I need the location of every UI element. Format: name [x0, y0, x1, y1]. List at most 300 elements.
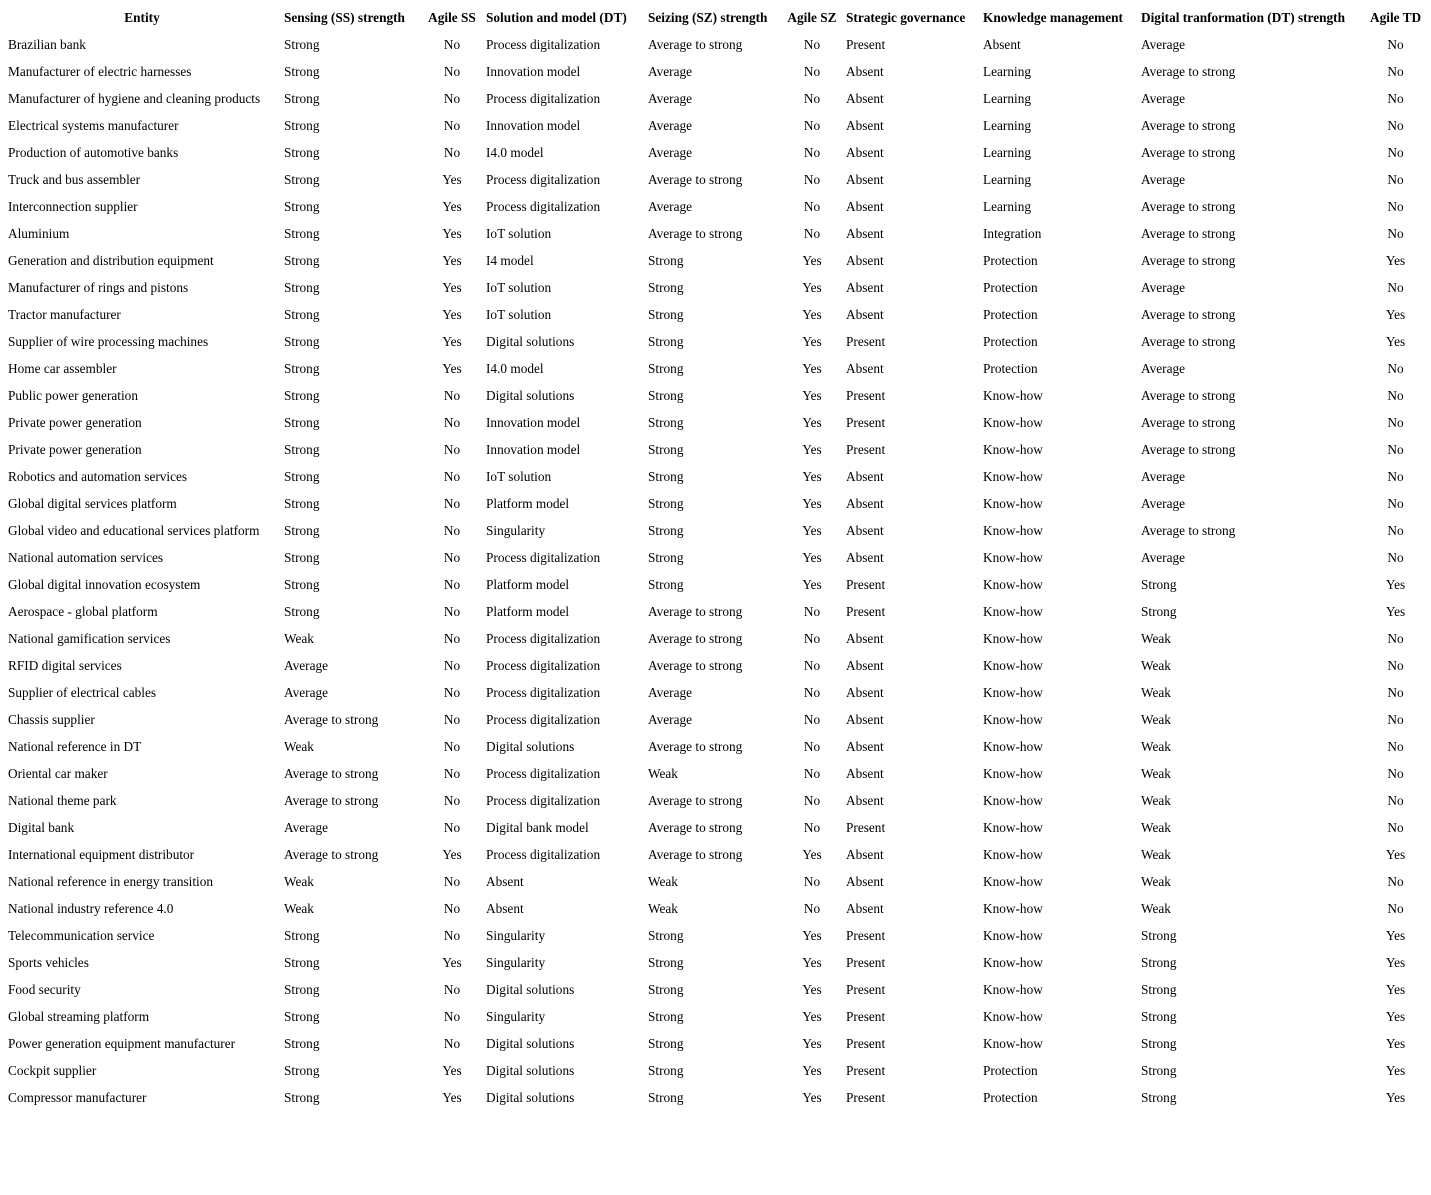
cell-ss-strength: Strong [284, 1008, 320, 1024]
cell-solution-model: Process digitalization [486, 630, 601, 646]
cell-ss-strength: Strong [284, 576, 320, 592]
header-agile-sz: Agile SZ [787, 9, 837, 25]
table-row [4, 625, 1425, 652]
cell-dt-strength: Average to strong [1141, 225, 1236, 241]
cell-entity: Manufacturer of hygiene and cleaning products [8, 90, 261, 106]
cell-strategic-governance: Absent [846, 684, 884, 700]
cell-solution-model: I4.0 model [486, 360, 544, 376]
cell-knowledge-management: Know-how [983, 711, 1043, 727]
cell-entity: Tractor manufacturer [8, 306, 121, 322]
cell-entity: Chassis supplier [8, 711, 95, 727]
cell-agile-ss: No [443, 873, 461, 889]
cell-sz-strength: Strong [648, 468, 684, 484]
cell-sz-strength: Average [648, 711, 693, 727]
cell-agile-ss: Yes [442, 360, 462, 376]
cell-dt-strength: Strong [1141, 603, 1177, 619]
cell-agile-td: No [1387, 495, 1404, 511]
cell-agile-sz: Yes [802, 441, 822, 457]
table-row [4, 814, 1425, 841]
cell-strategic-governance: Absent [846, 711, 884, 727]
cell-dt-strength: Weak [1141, 684, 1171, 700]
cell-sz-strength: Strong [648, 279, 684, 295]
cell-entity: National theme park [8, 792, 117, 808]
cell-agile-td: Yes [1385, 576, 1406, 592]
cell-sz-strength: Average to strong [648, 603, 743, 619]
cell-knowledge-management: Know-how [983, 603, 1043, 619]
cell-solution-model: IoT solution [486, 468, 552, 484]
cell-entity: National automation services [8, 549, 164, 565]
cell-agile-sz: No [803, 900, 821, 916]
cell-strategic-governance: Absent [846, 873, 884, 889]
table-row [4, 706, 1425, 733]
cell-agile-ss: No [443, 414, 461, 430]
cell-strategic-governance: Absent [846, 90, 884, 106]
cell-agile-sz: Yes [802, 1062, 822, 1078]
table-row [4, 409, 1425, 436]
cell-knowledge-management: Know-how [983, 819, 1043, 835]
cell-knowledge-management: Protection [983, 1089, 1038, 1105]
cell-strategic-governance: Present [846, 441, 886, 457]
cell-agile-td: No [1387, 711, 1404, 727]
header-agile-ss: Agile SS [428, 9, 476, 25]
table-row [4, 1057, 1425, 1084]
cell-agile-ss: Yes [442, 171, 462, 187]
cell-knowledge-management: Protection [983, 306, 1038, 322]
cell-ss-strength: Strong [284, 981, 320, 997]
cell-agile-td: No [1387, 900, 1404, 916]
header-ss-strength: Sensing (SS) strength [284, 9, 405, 25]
cell-solution-model: Process digitalization [486, 765, 601, 781]
cell-sz-strength: Average to strong [648, 819, 743, 835]
cell-agile-sz: Yes [802, 468, 822, 484]
cell-strategic-governance: Absent [846, 657, 884, 673]
cell-sz-strength: Strong [648, 360, 684, 376]
cell-solution-model: Platform model [486, 495, 570, 511]
cell-sz-strength: Average to strong [648, 630, 743, 646]
cell-ss-strength: Strong [284, 279, 320, 295]
cell-ss-strength: Average [284, 657, 329, 673]
cell-agile-sz: No [803, 63, 821, 79]
cell-solution-model: Digital solutions [486, 1089, 575, 1105]
cell-dt-strength: Average to strong [1141, 414, 1236, 430]
cell-ss-strength: Strong [284, 1035, 320, 1051]
cell-agile-td: No [1387, 117, 1404, 133]
cell-ss-strength: Strong [284, 198, 320, 214]
cell-ss-strength: Strong [284, 252, 320, 268]
cell-sz-strength: Strong [648, 576, 684, 592]
cell-agile-sz: Yes [802, 252, 822, 268]
cell-ss-strength: Strong [284, 225, 320, 241]
cell-agile-ss: No [443, 630, 461, 646]
cell-sz-strength: Strong [648, 306, 684, 322]
cell-entity: Global streaming platform [8, 1008, 150, 1024]
cell-agile-sz: Yes [802, 1089, 822, 1105]
cell-agile-sz: Yes [802, 981, 822, 997]
cell-knowledge-management: Learning [983, 198, 1031, 214]
cell-agile-td: No [1387, 36, 1404, 52]
cell-agile-td: Yes [1385, 603, 1406, 619]
cell-ss-strength: Weak [284, 630, 314, 646]
cell-solution-model: Digital bank model [486, 819, 589, 835]
cell-dt-strength: Average to strong [1141, 522, 1236, 538]
cell-agile-ss: No [443, 1008, 461, 1024]
cell-sz-strength: Strong [648, 495, 684, 511]
cell-strategic-governance: Absent [846, 495, 884, 511]
cell-ss-strength: Average [284, 819, 329, 835]
cell-strategic-governance: Present [846, 1008, 886, 1024]
cell-agile-sz: No [803, 36, 821, 52]
cell-solution-model: IoT solution [486, 225, 552, 241]
cell-ss-strength: Strong [284, 117, 320, 133]
cell-solution-model: Digital solutions [486, 738, 575, 754]
cell-dt-strength: Weak [1141, 873, 1171, 889]
table-header-row [4, 4, 1425, 31]
cell-ss-strength: Strong [284, 1089, 320, 1105]
cell-solution-model: Absent [486, 900, 524, 916]
cell-dt-strength: Weak [1141, 792, 1171, 808]
cell-entity: Generation and distribution equipment [8, 252, 214, 268]
cell-agile-sz: Yes [802, 387, 822, 403]
table-row [4, 733, 1425, 760]
cell-ss-strength: Strong [284, 468, 320, 484]
cell-agile-sz: Yes [802, 576, 822, 592]
cell-knowledge-management: Know-how [983, 927, 1043, 943]
cell-dt-strength: Average to strong [1141, 198, 1236, 214]
cell-dt-strength: Average [1141, 549, 1186, 565]
cell-agile-sz: No [803, 198, 821, 214]
cell-agile-ss: No [443, 549, 461, 565]
cell-solution-model: Digital solutions [486, 333, 575, 349]
cell-entity: Production of automotive banks [8, 144, 179, 160]
cell-agile-td: No [1387, 198, 1404, 214]
cell-strategic-governance: Present [846, 954, 886, 970]
cell-sz-strength: Strong [648, 1008, 684, 1024]
cell-strategic-governance: Absent [846, 279, 884, 295]
cell-entity: Compressor manufacturer [8, 1089, 147, 1105]
cell-entity: National reference in energy transition [8, 873, 214, 889]
table-row [4, 355, 1425, 382]
table-row [4, 1003, 1425, 1030]
header-knowledge-management: Knowledge management [983, 9, 1123, 25]
cell-entity: Robotics and automation services [8, 468, 188, 484]
cell-agile-ss: No [443, 1035, 461, 1051]
cell-dt-strength: Average [1141, 279, 1186, 295]
cell-agile-td: Yes [1385, 333, 1406, 349]
cell-agile-ss: Yes [442, 846, 462, 862]
cell-entity: Global video and educational services platform [8, 522, 260, 538]
cell-agile-td: No [1387, 819, 1404, 835]
cell-entity: National industry reference 4.0 [8, 900, 174, 916]
table-row [4, 841, 1425, 868]
cell-sz-strength: Strong [648, 1089, 684, 1105]
cell-sz-strength: Strong [648, 333, 684, 349]
cell-solution-model: Process digitalization [486, 90, 601, 106]
cell-strategic-governance: Absent [846, 549, 884, 565]
cell-entity: Private power generation [8, 441, 142, 457]
cell-strategic-governance: Absent [846, 306, 884, 322]
cell-ss-strength: Strong [284, 495, 320, 511]
cell-dt-strength: Average [1141, 360, 1186, 376]
cell-knowledge-management: Know-how [983, 900, 1043, 916]
table-row [4, 652, 1425, 679]
cell-ss-strength: Weak [284, 738, 314, 754]
cell-strategic-governance: Absent [846, 738, 884, 754]
cell-sz-strength: Average [648, 144, 693, 160]
cell-agile-sz: Yes [802, 306, 822, 322]
cell-ss-strength: Strong [284, 333, 320, 349]
cell-agile-ss: No [443, 90, 461, 106]
cell-agile-td: Yes [1385, 1062, 1406, 1078]
header-solution-model: Solution and model (DT) [486, 9, 627, 25]
cell-strategic-governance: Absent [846, 225, 884, 241]
cell-knowledge-management: Know-how [983, 1008, 1043, 1024]
cell-agile-sz: Yes [802, 414, 822, 430]
cell-strategic-governance: Absent [846, 900, 884, 916]
cell-agile-td: Yes [1385, 306, 1406, 322]
table-row [4, 760, 1425, 787]
cell-agile-ss: Yes [442, 198, 462, 214]
cell-agile-ss: Yes [442, 954, 462, 970]
cell-dt-strength: Average to strong [1141, 333, 1236, 349]
cell-entity: Oriental car maker [8, 765, 108, 781]
cell-knowledge-management: Know-how [983, 576, 1043, 592]
cell-solution-model: Process digitalization [486, 792, 601, 808]
cell-solution-model: IoT solution [486, 306, 552, 322]
table-body [4, 31, 1425, 1111]
cell-solution-model: IoT solution [486, 279, 552, 295]
cell-ss-strength: Strong [284, 36, 320, 52]
cell-entity: Supplier of wire processing machines [8, 333, 209, 349]
cell-sz-strength: Weak [648, 900, 678, 916]
cell-ss-strength: Strong [284, 414, 320, 430]
cell-entity: Public power generation [8, 387, 138, 403]
cell-agile-td: No [1387, 738, 1404, 754]
table-row [4, 220, 1425, 247]
cell-knowledge-management: Know-how [983, 630, 1043, 646]
cell-strategic-governance: Absent [846, 630, 884, 646]
cell-knowledge-management: Protection [983, 360, 1038, 376]
cell-entity: Food security [8, 981, 81, 997]
cell-agile-td: Yes [1385, 927, 1406, 943]
cell-agile-sz: Yes [802, 360, 822, 376]
cell-knowledge-management: Know-how [983, 846, 1043, 862]
cell-sz-strength: Average [648, 117, 693, 133]
cell-sz-strength: Strong [648, 1062, 684, 1078]
cell-knowledge-management: Learning [983, 171, 1031, 187]
table-row [4, 193, 1425, 220]
cell-entity: National gamification services [8, 630, 171, 646]
cell-agile-ss: No [443, 657, 461, 673]
cell-entity: Digital bank [8, 819, 75, 835]
cell-knowledge-management: Know-how [983, 495, 1043, 511]
header-entity: Entity [124, 9, 160, 25]
cell-agile-sz: Yes [802, 279, 822, 295]
cell-agile-td: No [1387, 657, 1404, 673]
cell-agile-sz: No [803, 603, 821, 619]
cell-agile-td: No [1387, 63, 1404, 79]
cell-dt-strength: Average [1141, 36, 1186, 52]
cell-agile-ss: No [443, 576, 461, 592]
cell-dt-strength: Average [1141, 495, 1186, 511]
cell-agile-sz: No [803, 738, 821, 754]
cell-knowledge-management: Know-how [983, 684, 1043, 700]
cell-agile-ss: No [443, 792, 461, 808]
cell-knowledge-management: Know-how [983, 522, 1043, 538]
cell-dt-strength: Average to strong [1141, 387, 1236, 403]
cell-ss-strength: Average to strong [284, 792, 379, 808]
table-row [4, 328, 1425, 355]
cell-solution-model: Process digitalization [486, 36, 601, 52]
cell-entity: Manufacturer of rings and pistons [8, 279, 189, 295]
cell-knowledge-management: Know-how [983, 873, 1043, 889]
cell-agile-sz: No [803, 225, 821, 241]
cell-knowledge-management: Know-how [983, 981, 1043, 997]
cell-agile-ss: Yes [442, 1089, 462, 1105]
cell-knowledge-management: Protection [983, 333, 1038, 349]
cell-ss-strength: Strong [284, 927, 320, 943]
cell-agile-ss: No [443, 144, 461, 160]
cell-solution-model: I4.0 model [486, 144, 544, 160]
cell-dt-strength: Weak [1141, 630, 1171, 646]
cell-agile-td: Yes [1385, 846, 1406, 862]
header-sz-strength: Seizing (SZ) strength [648, 9, 768, 25]
cell-sz-strength: Average [648, 90, 693, 106]
cell-agile-td: Yes [1385, 1008, 1406, 1024]
header-strategic-governance: Strategic governance [846, 9, 966, 25]
cell-entity: Private power generation [8, 414, 142, 430]
table-row [4, 895, 1425, 922]
cell-agile-td: No [1387, 468, 1404, 484]
cell-solution-model: Digital solutions [486, 1062, 575, 1078]
table-row [4, 490, 1425, 517]
cell-agile-td: No [1387, 765, 1404, 781]
cell-ss-strength: Strong [284, 522, 320, 538]
table-row [4, 85, 1425, 112]
table-row [4, 301, 1425, 328]
cell-agile-ss: Yes [442, 333, 462, 349]
cell-sz-strength: Strong [648, 414, 684, 430]
cell-strategic-governance: Present [846, 603, 886, 619]
cell-agile-sz: No [803, 117, 821, 133]
cell-agile-sz: No [803, 711, 821, 727]
cell-strategic-governance: Present [846, 36, 886, 52]
cell-agile-sz: No [803, 792, 821, 808]
cell-sz-strength: Average to strong [648, 657, 743, 673]
cell-agile-td: No [1387, 171, 1404, 187]
cell-agile-td: No [1387, 441, 1404, 457]
cell-agile-sz: Yes [802, 927, 822, 943]
cell-ss-strength: Strong [284, 441, 320, 457]
cell-strategic-governance: Present [846, 387, 886, 403]
cell-agile-td: No [1387, 279, 1404, 295]
cell-agile-sz: No [803, 873, 821, 889]
cell-ss-strength: Average to strong [284, 711, 379, 727]
cell-dt-strength: Weak [1141, 900, 1171, 916]
table-row [4, 517, 1425, 544]
cell-knowledge-management: Know-how [983, 441, 1043, 457]
cell-strategic-governance: Present [846, 927, 886, 943]
cell-agile-sz: No [803, 90, 821, 106]
cell-knowledge-management: Learning [983, 144, 1031, 160]
cell-agile-ss: No [443, 684, 461, 700]
cell-agile-ss: Yes [442, 225, 462, 241]
cell-sz-strength: Strong [648, 441, 684, 457]
cell-agile-td: No [1387, 387, 1404, 403]
table-row [4, 922, 1425, 949]
cell-agile-ss: Yes [442, 1062, 462, 1078]
cell-entity: Electrical systems manufacturer [8, 117, 179, 133]
cell-solution-model: Innovation model [486, 117, 581, 133]
cell-agile-td: Yes [1385, 1035, 1406, 1051]
table-row [4, 382, 1425, 409]
cell-agile-td: No [1387, 873, 1404, 889]
table-row [4, 544, 1425, 571]
cell-strategic-governance: Absent [846, 144, 884, 160]
cell-dt-strength: Weak [1141, 765, 1171, 781]
cell-solution-model: Process digitalization [486, 711, 601, 727]
cell-sz-strength: Strong [648, 981, 684, 997]
cell-knowledge-management: Know-how [983, 954, 1043, 970]
cell-solution-model: Singularity [486, 522, 546, 538]
cell-solution-model: I4 model [486, 252, 534, 268]
cell-agile-ss: No [443, 387, 461, 403]
cell-entity: Cockpit supplier [8, 1062, 97, 1078]
cell-agile-td: No [1387, 90, 1404, 106]
cell-ss-strength: Strong [284, 603, 320, 619]
cell-agile-ss: No [443, 711, 461, 727]
cell-entity: Truck and bus assembler [8, 171, 141, 187]
cell-strategic-governance: Absent [846, 117, 884, 133]
cell-solution-model: Process digitalization [486, 846, 601, 862]
table-row [4, 571, 1425, 598]
cell-agile-ss: No [443, 981, 461, 997]
cell-strategic-governance: Absent [846, 792, 884, 808]
cell-dt-strength: Strong [1141, 1062, 1177, 1078]
cell-strategic-governance: Absent [846, 765, 884, 781]
table-row [4, 1030, 1425, 1057]
table-row [4, 598, 1425, 625]
cell-knowledge-management: Absent [983, 36, 1021, 52]
cell-agile-sz: No [803, 657, 821, 673]
cell-agile-ss: No [443, 441, 461, 457]
cell-agile-td: No [1387, 549, 1404, 565]
cell-solution-model: Digital solutions [486, 387, 575, 403]
table-row [4, 436, 1425, 463]
cell-agile-sz: No [803, 144, 821, 160]
cell-sz-strength: Weak [648, 765, 678, 781]
cell-solution-model: Process digitalization [486, 198, 601, 214]
cell-entity: International equipment distributor [8, 846, 195, 862]
cell-agile-td: No [1387, 144, 1404, 160]
cell-agile-ss: Yes [442, 306, 462, 322]
cell-agile-sz: Yes [802, 846, 822, 862]
cell-agile-sz: Yes [802, 333, 822, 349]
cell-agile-sz: No [803, 765, 821, 781]
cell-entity: National reference in DT [8, 738, 142, 754]
cell-agile-ss: No [443, 603, 461, 619]
cell-dt-strength: Weak [1141, 711, 1171, 727]
cell-sz-strength: Average to strong [648, 171, 743, 187]
cell-solution-model: Platform model [486, 603, 570, 619]
cell-strategic-governance: Absent [846, 468, 884, 484]
cell-agile-sz: Yes [802, 522, 822, 538]
cell-sz-strength: Average to strong [648, 36, 743, 52]
cell-knowledge-management: Know-how [983, 387, 1043, 403]
table-row [4, 58, 1425, 85]
cell-sz-strength: Strong [648, 1035, 684, 1051]
table-row [4, 166, 1425, 193]
cell-agile-ss: No [443, 900, 461, 916]
